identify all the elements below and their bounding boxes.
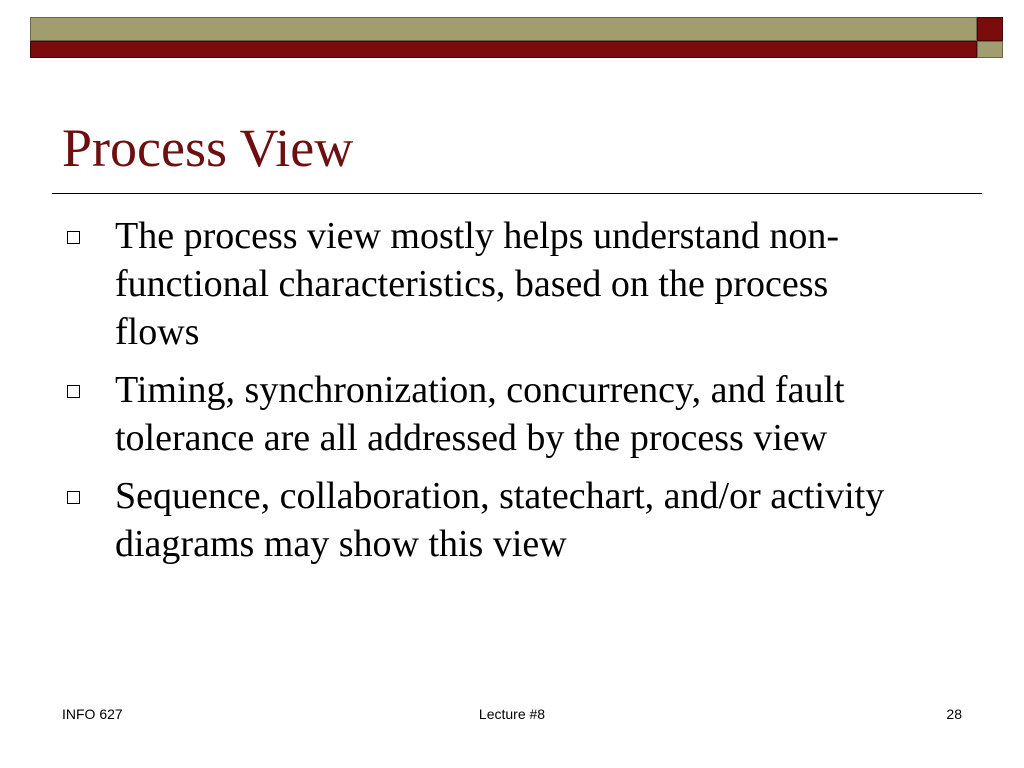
hollow-square-bullet-icon [67, 491, 80, 504]
bullet-text: Timing, synchronization, concurrency, and fault tolerance are all addressed by the process view [115, 369, 845, 459]
header-banner-maroon-bar [30, 41, 977, 58]
bullet-text: The process view mostly helps understand non-functional characteristics, based on the process flows [115, 215, 839, 353]
footer-course-label: INFO 627 [62, 706, 123, 722]
hollow-square-bullet-icon [67, 385, 80, 398]
bullet-item [0, 212, 915, 356]
header-banner-olive-bar [30, 17, 977, 41]
header-corner-maroon-square [977, 17, 1003, 41]
bullet-list [0, 212, 1024, 578]
title-underline-rule [52, 193, 982, 194]
footer-page-number: 28 [946, 706, 962, 722]
bullet-text: Sequence, collaboration, statechart, and/or activity diagrams may show this view [115, 475, 885, 565]
slide-title: Process View [62, 118, 354, 178]
bullet-item [0, 366, 915, 462]
hollow-square-bullet-icon [67, 231, 80, 244]
footer-lecture-label: Lecture #8 [478, 706, 546, 722]
header-corner-olive-square [977, 41, 1003, 58]
bullet-item [0, 472, 915, 568]
